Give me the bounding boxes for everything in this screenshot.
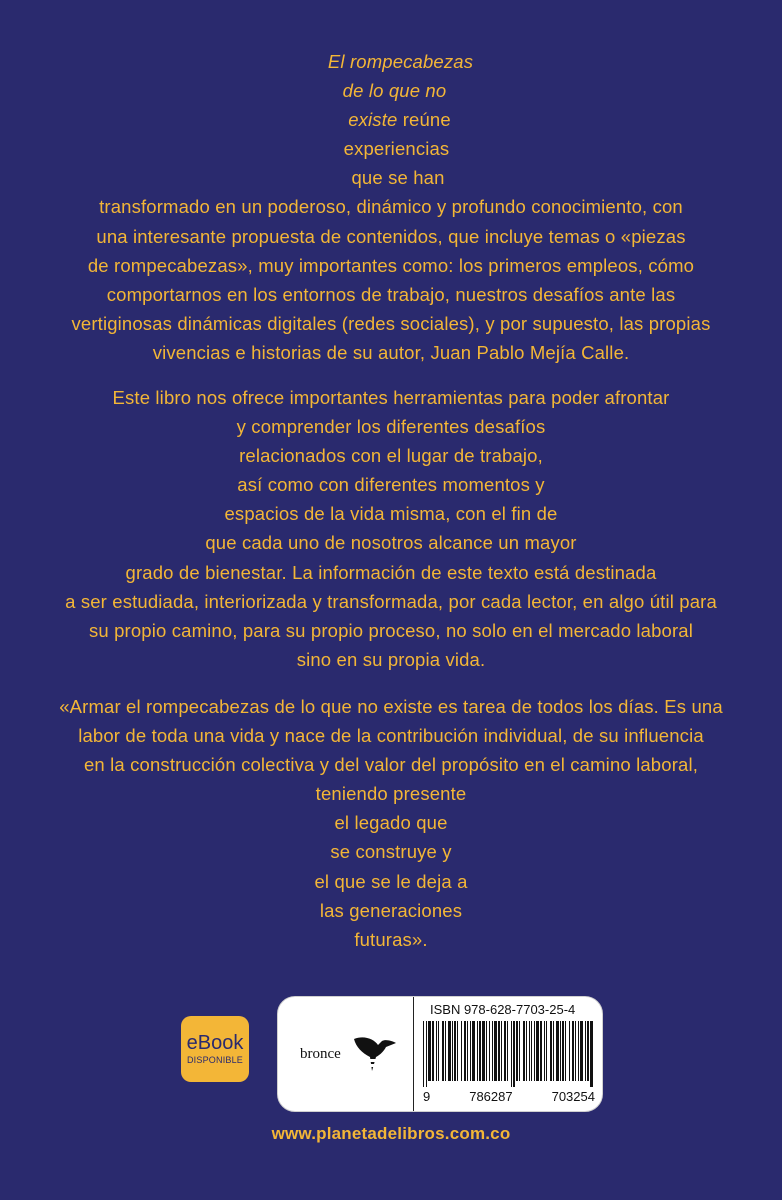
blurb-line: las generaciones xyxy=(319,899,463,921)
blurb-line: vertiginosas dinámicas digitales (redes sociales), y por supuesto, las propias xyxy=(71,312,711,334)
barcode-bar xyxy=(501,1021,502,1081)
barcode-bar xyxy=(472,1021,475,1081)
barcode-bar xyxy=(526,1021,527,1081)
barcode-bar xyxy=(590,1021,593,1087)
barcode-bar xyxy=(544,1021,545,1081)
barcode-bar xyxy=(426,1021,427,1087)
barcode-bar xyxy=(448,1021,451,1081)
blurb-line: se construye y xyxy=(330,841,452,863)
barcode-bar xyxy=(513,1021,515,1087)
blurb-paragraph-1 xyxy=(0,47,782,367)
publisher-name: bronce xyxy=(300,1046,341,1062)
blurb-line: en la construcción colectiva y del valor del propósito en el camino laboral, xyxy=(83,754,698,776)
ebook-label: eBook xyxy=(186,1032,244,1054)
barcode-bar xyxy=(432,1021,434,1081)
blurb-line: el legado que xyxy=(334,812,448,834)
blurb-line: experiencias xyxy=(343,138,450,160)
publisher-website[interactable]: www.planetadelibros.com.co xyxy=(271,1124,511,1143)
barcode-bar xyxy=(511,1021,512,1087)
barcode-bar xyxy=(489,1021,490,1081)
barcode-digit-group: 9 xyxy=(423,1089,431,1104)
barcode-bar xyxy=(457,1021,458,1081)
blurb-line: su propio camino, para su propio proceso, no solo en el mercado laboral xyxy=(88,619,694,641)
barcode-bar xyxy=(461,1021,462,1081)
barcode-bar xyxy=(580,1021,583,1081)
blurb-line: y comprender los diferentes desafíos xyxy=(236,416,546,438)
blurb-line: una interesante propuesta de contenidos, que incluye temas o «piezas xyxy=(96,225,686,247)
barcode-bar xyxy=(442,1021,444,1081)
barcode-bar xyxy=(423,1021,424,1087)
barcode-bar xyxy=(565,1021,566,1081)
panel-divider xyxy=(413,997,414,1111)
barcode-digits xyxy=(423,1089,595,1104)
blurb-line: El rompecabezas xyxy=(327,51,474,72)
barcode-bar xyxy=(492,1021,493,1081)
barcode-bar xyxy=(498,1021,500,1081)
barcode-bar xyxy=(445,1021,446,1081)
blurb-line: grado de bienestar. La información de este texto está destinada xyxy=(125,561,657,583)
barcode-bar xyxy=(572,1021,574,1081)
barcode-bar xyxy=(504,1021,506,1081)
blurb-line: a ser estudiada, interiorizada y transformada, por cada lector, en algo útil para xyxy=(65,590,717,612)
barcode-bar xyxy=(569,1021,570,1081)
blurb-line: que se han xyxy=(351,167,445,189)
barcode-bar xyxy=(575,1021,576,1081)
blurb-line: así como con diferentes momentos y xyxy=(237,474,545,496)
barcode-bar xyxy=(536,1021,539,1081)
barcode-bar xyxy=(507,1021,508,1081)
ebook-available-badge xyxy=(181,1016,249,1082)
barcode-bar xyxy=(562,1021,564,1081)
blurb-line: transformado en un poderoso, dinámico y profundo conocimiento, con xyxy=(99,196,683,218)
barcode-bar xyxy=(436,1021,437,1081)
barcode-digit-group: 703254 xyxy=(551,1089,595,1104)
barcode-bar xyxy=(553,1021,554,1081)
barcode-bar xyxy=(438,1021,439,1081)
barcode-bar xyxy=(452,1021,453,1081)
barcode-bar xyxy=(470,1021,471,1081)
barcode-digit-group: 786287 xyxy=(469,1089,513,1104)
barcode-bar xyxy=(486,1021,487,1081)
blurb-line: comportarnos en los entornos de trabajo, nuestros desafíos ante las xyxy=(106,283,676,305)
barcode-bar xyxy=(477,1021,478,1081)
barcode-bar xyxy=(540,1021,542,1081)
barcode-bar xyxy=(556,1021,559,1081)
barcode-bar xyxy=(585,1021,586,1081)
barcode-bar xyxy=(464,1021,466,1081)
blurb-line: teniendo presente xyxy=(315,783,467,805)
blurb-quote xyxy=(0,692,782,954)
blurb-paragraph-2 xyxy=(0,383,782,674)
barcode-bar xyxy=(531,1021,532,1081)
isbn-number: ISBN 978-628-7703-25-4 xyxy=(430,1002,576,1017)
blurb-line: Este libro nos ofrece importantes herramientas para poder afrontar xyxy=(112,387,670,408)
barcode-bar xyxy=(546,1021,547,1081)
blurb-line: el que se le deja a xyxy=(314,870,468,892)
barcode-bar xyxy=(550,1021,552,1081)
blurb-line: relacionados con el lugar de trabajo, xyxy=(239,445,543,467)
blurb-line: futuras». xyxy=(354,928,428,950)
barcode-bar xyxy=(467,1021,468,1081)
blurb-line: que cada uno de nosotros alcance un mayor xyxy=(205,532,577,554)
barcode xyxy=(421,1021,597,1089)
barcode-bar xyxy=(454,1021,456,1081)
barcode-bar xyxy=(560,1021,561,1081)
barcode-bar xyxy=(428,1021,431,1081)
blurb-line: espacios de la vida misma, con el fin de xyxy=(224,503,558,525)
blurb-line: de lo que no xyxy=(342,80,447,102)
barcode-bar xyxy=(578,1021,579,1081)
blurb-line: de rompecabezas», muy importantes como: los primeros empleos, cómo xyxy=(87,254,695,276)
blurb-line: sino en su propia vida. xyxy=(296,648,486,670)
barcode-bar xyxy=(519,1021,520,1081)
blurb-line: labor de toda una vida y nace de la contribución individual, de su influencia xyxy=(78,725,704,747)
blurb-line: «Armar el rompecabezas de lo que no existe es tarea de todos los días. Es una xyxy=(59,696,723,717)
barcode-bar xyxy=(516,1021,518,1081)
barcode-bar xyxy=(523,1021,525,1081)
barcode-bar xyxy=(534,1021,535,1081)
hummingbird-icon xyxy=(352,1031,398,1077)
ebook-available-label: DISPONIBLE xyxy=(186,1055,244,1065)
barcode-bar xyxy=(479,1021,481,1081)
barcode-bar xyxy=(482,1021,485,1081)
blurb-line: vivencias e historias de su autor, Juan Pablo Mejía Calle. xyxy=(152,341,630,363)
blurb-line: existe reúne xyxy=(348,109,451,131)
isbn-barcode-panel xyxy=(277,996,603,1112)
barcode-bar xyxy=(587,1021,589,1081)
barcode-bar xyxy=(529,1021,530,1081)
barcode-bar xyxy=(494,1021,497,1081)
